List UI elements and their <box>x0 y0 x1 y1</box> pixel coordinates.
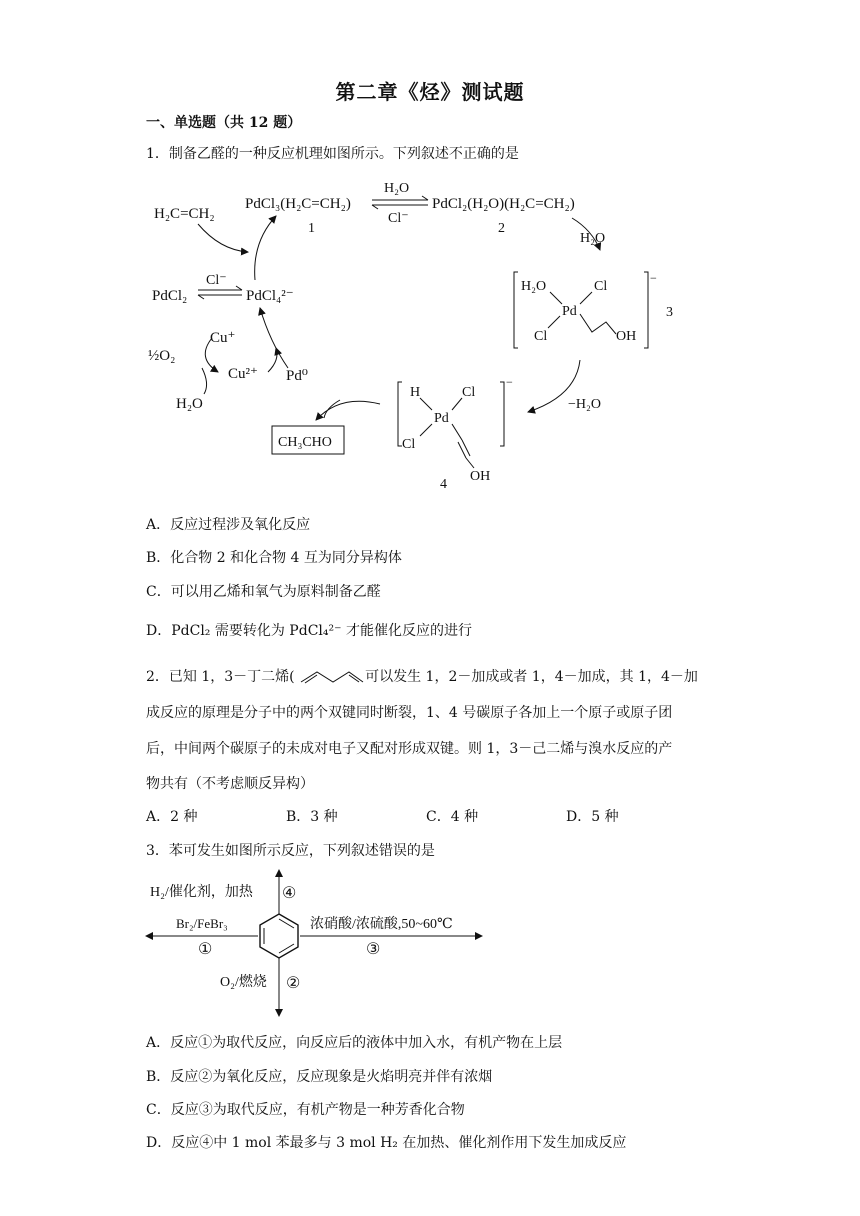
svg-text:Pd: Pd <box>434 411 449 426</box>
reaction-4-number: ④ <box>282 885 297 902</box>
question-2-line-4: 物共有（不考虑顺反异构） <box>146 776 314 792</box>
compound-2-number: 2 <box>498 221 505 236</box>
water-addition-label: H₂O <box>580 231 606 246</box>
compound-1: PdCl₃(H₂C=CH₂) <box>245 196 351 212</box>
question-2-stem-end: 可以发生 1，2－加成或者 1，4－加成，其 1，4－加 <box>365 669 698 685</box>
question-3-option-a: A．反应①为取代反应，向反应后的液体中加入水，有机产物在上层 <box>146 1035 563 1051</box>
question-1-option-d: D．PdCl₂ 需要转化为 PdCl₄²⁻ 才能催化反应的进行 <box>146 623 472 639</box>
reaction-1-number: ① <box>198 941 213 958</box>
butadiene-structure <box>299 668 365 686</box>
half-oxygen-label: ½O₂ <box>148 348 176 364</box>
question-2-line-2: 成反应的原理是分子中的两个双键同时断裂，1、4 号碳原子各加上一个原子或原子团 <box>146 705 673 721</box>
question-3-stem: 3．苯可发生如图所示反应，下列叙述错误的是 <box>146 843 435 859</box>
compound-3-number: 3 <box>666 305 673 320</box>
pdcl4-label: PdCl₄²⁻ <box>246 288 294 304</box>
pd0-label: Pd⁰ <box>286 368 308 384</box>
question-2-line-1 <box>146 666 698 686</box>
question-3-option-b: B．反应②为氧化反应，反应现象是火焰明亮并伴有浓烟 <box>146 1069 493 1085</box>
section-heading: 一、单选题（共 12 题） <box>146 115 302 131</box>
water-removal-label: −H₂O <box>568 397 601 412</box>
svg-text:OH: OH <box>616 329 637 344</box>
water-label: H₂O <box>176 396 203 412</box>
reaction-2-label: O₂/燃烧 <box>220 975 267 990</box>
reaction-3-number: ③ <box>366 941 381 958</box>
question-2-option-b: B．3 种 <box>286 809 338 825</box>
svg-text:Cl: Cl <box>594 279 608 294</box>
compound-4-number: 4 <box>440 477 447 492</box>
svg-text:H: H <box>410 385 421 400</box>
question-2-stem-start: 2．已知 1，3－丁二烯( <box>146 669 295 685</box>
question-2-line-3: 后，中间两个碳原子的未成对电子又配对形成双键。则 1，3－己二烯与溴水反应的产 <box>146 741 673 757</box>
svg-text:−: − <box>650 271 657 285</box>
svg-text:Cl: Cl <box>462 385 476 400</box>
svg-text:−: − <box>506 375 513 389</box>
page-title: 第二章《烃》测试题 <box>335 80 525 104</box>
svg-text:Pd: Pd <box>562 304 577 319</box>
equilibrium-top-label: H₂O <box>384 181 410 196</box>
question-1-option-b: B．化合物 2 和化合物 4 互为同分异构体 <box>146 550 402 566</box>
question-2-option-c: C．4 种 <box>426 809 479 825</box>
compound-1-number: 1 <box>308 221 315 236</box>
cu2-plus-label: Cu²⁺ <box>228 366 258 382</box>
question-2-option-a: A．2 种 <box>146 809 198 825</box>
reaction-1-label: Br₂/FeBr₃ <box>176 916 228 931</box>
reaction-2-number: ② <box>286 975 301 992</box>
svg-text:OH: OH <box>470 469 491 484</box>
question-2-options <box>146 806 706 826</box>
pdcl2-label: PdCl₂ <box>152 288 188 304</box>
benzene-ring <box>260 914 298 958</box>
equilibrium-bottom-label: Cl⁻ <box>388 211 409 226</box>
cu-plus-label: Cu⁺ <box>210 330 236 346</box>
question-2-option-d: D．5 种 <box>566 809 619 825</box>
svg-text:H₂O: H₂O <box>521 279 547 294</box>
ethylene-label: H₂C=CH₂ <box>154 206 215 222</box>
reaction-4-label: H₂/催化剂，加热 <box>150 885 253 900</box>
compound-2: PdCl₂(H₂O)(H₂C=CH₂) <box>432 196 575 212</box>
product-acetaldehyde: CH₃CHO <box>278 435 332 450</box>
question-1-mechanism-diagram <box>140 172 700 492</box>
chloride-label: Cl⁻ <box>206 273 227 288</box>
question-1-option-a: A．反应过程涉及氧化反应 <box>146 517 311 533</box>
question-1-option-c: C．可以用乙烯和氧气为原料制备乙醛 <box>146 584 381 600</box>
question-3-benzene-diagram <box>140 866 500 1026</box>
reaction-3-label: 浓硝酸/浓硫酸,50~60℃ <box>310 917 453 932</box>
question-3-option-c: C．反应③为取代反应，有机产物是一种芳香化合物 <box>146 1102 465 1118</box>
svg-text:Cl: Cl <box>402 437 416 452</box>
svg-text:Cl: Cl <box>534 329 548 344</box>
question-3-option-d: D．反应④中 1 mol 苯最多与 3 mol H₂ 在加热、催化剂作用下发生加成反应 <box>146 1135 627 1151</box>
question-1-stem: 1．制备乙醛的一种反应机理如图所示。下列叙述不正确的是 <box>146 146 519 162</box>
